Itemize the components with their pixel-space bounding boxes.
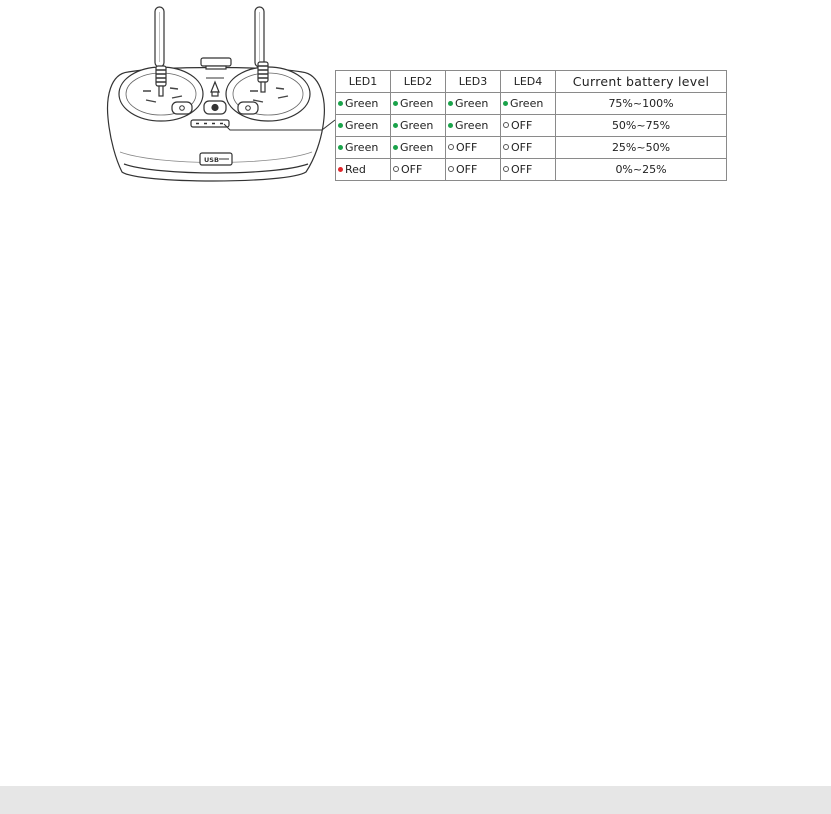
usb-port <box>200 153 232 165</box>
led-off-icon <box>503 122 509 128</box>
led-state-cell <box>336 159 391 181</box>
header-led3: LED3 <box>446 71 501 93</box>
led-state-label: Green <box>345 97 379 110</box>
footer-band <box>0 786 831 814</box>
left-function-button <box>172 102 192 114</box>
led-state-cell <box>336 115 391 137</box>
led-state-cell <box>446 137 501 159</box>
led-on-icon <box>338 123 343 128</box>
led-state-label: OFF <box>401 163 423 176</box>
led-state-label: Green <box>455 119 489 132</box>
led-on-icon <box>338 145 343 150</box>
table-row <box>336 93 727 115</box>
table-row <box>336 137 727 159</box>
led-off-icon <box>503 144 509 150</box>
led-on-icon <box>448 101 453 106</box>
table-row <box>336 115 727 137</box>
battery-level-cell: 25%~50% <box>556 137 727 159</box>
led-off-icon <box>448 166 454 172</box>
battery-level-cell: 75%~100% <box>556 93 727 115</box>
battery-level-cell: 50%~75% <box>556 115 727 137</box>
right-function-button <box>238 102 258 114</box>
led-state-label: OFF <box>511 141 533 154</box>
led-state-cell <box>501 93 556 115</box>
led-state-cell <box>391 159 446 181</box>
led-off-icon <box>448 144 454 150</box>
led-state-label: Green <box>345 141 379 154</box>
led-on-icon <box>393 145 398 150</box>
led-state-label: Green <box>400 119 434 132</box>
left-antenna <box>155 7 164 67</box>
led-state-cell <box>391 115 446 137</box>
led-off-icon <box>503 166 509 172</box>
header-battery-level: Current battery level <box>556 71 727 93</box>
battery-level-table <box>335 70 727 181</box>
led-state-cell <box>446 115 501 137</box>
led-state-label: Green <box>345 119 379 132</box>
led-on-icon <box>393 123 398 128</box>
led-state-cell <box>391 137 446 159</box>
led-state-label: Green <box>455 97 489 110</box>
led-state-label: Green <box>400 141 434 154</box>
battery-led-strip <box>191 120 229 127</box>
header-led2: LED2 <box>391 71 446 93</box>
led-state-label: Green <box>400 97 434 110</box>
led-on-icon <box>393 101 398 106</box>
led-state-label: OFF <box>511 163 533 176</box>
led-on-icon <box>338 167 343 172</box>
led-state-cell <box>336 93 391 115</box>
remote-controller-illustration <box>98 0 334 196</box>
led-state-cell <box>391 93 446 115</box>
led-state-cell <box>501 115 556 137</box>
table-header-row <box>336 71 727 93</box>
header-led4: LED4 <box>501 71 556 93</box>
led-state-cell <box>446 159 501 181</box>
led-state-label: OFF <box>456 163 478 176</box>
led-state-cell <box>446 93 501 115</box>
led-state-label: Green <box>510 97 544 110</box>
led-on-icon <box>338 101 343 106</box>
power-button <box>204 101 226 114</box>
led-on-icon <box>503 101 508 106</box>
right-antenna <box>255 7 264 67</box>
table-row <box>336 159 727 181</box>
led-state-cell <box>501 137 556 159</box>
usb-label: USB <box>204 156 219 164</box>
led-on-icon <box>448 123 453 128</box>
led-state-label: OFF <box>511 119 533 132</box>
header-led1: LED1 <box>336 71 391 93</box>
led-state-cell <box>501 159 556 181</box>
battery-level-cell: 0%~25% <box>556 159 727 181</box>
led-state-label: Red <box>345 163 366 176</box>
led-state-label: OFF <box>456 141 478 154</box>
led-off-icon <box>393 166 399 172</box>
led-state-cell <box>336 137 391 159</box>
